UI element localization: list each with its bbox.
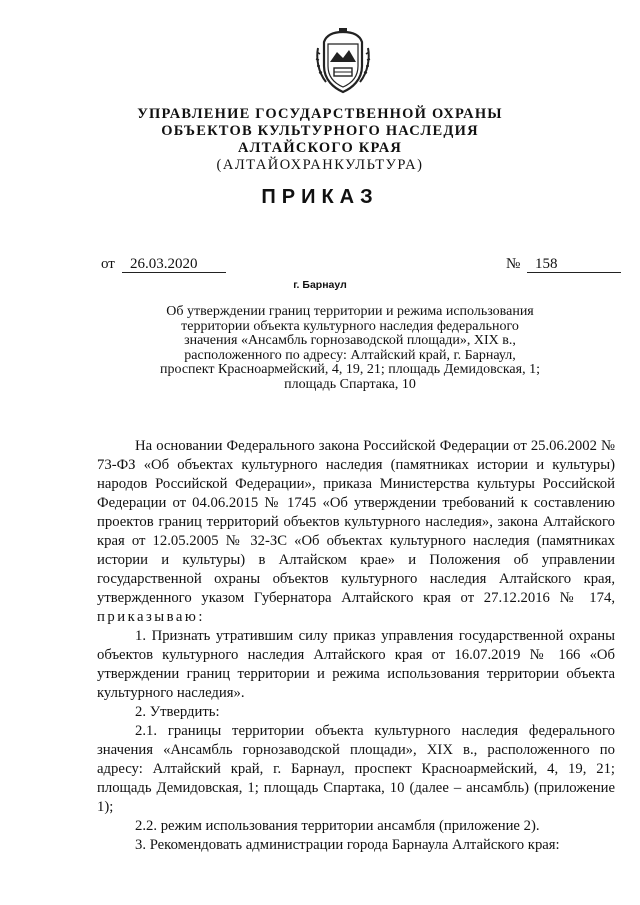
organization-name — [0, 106, 640, 174]
document-city: г. Барнаул — [293, 279, 347, 291]
item-2: 2. Утвердить: — [135, 704, 220, 720]
order-word: приказываю: — [97, 609, 205, 625]
subject-line-6: площадь Спартака, 10 — [284, 376, 416, 392]
document-number: 158 — [527, 256, 621, 273]
coat-of-arms-icon — [312, 28, 374, 96]
organization-short-name: (АЛТАЙОХРАНКУЛЬТУРА) — [216, 157, 424, 173]
item-2-1: 2.1. границы территории объекта культурного наследия федерального значения «Ансамбль горнозаводской площади», XIX в., расположенного по адресу: Алтайский край, г. Барнаул, проспект Красноармейский, 4, 19, 21; площадь Демидовская, 1; площадь Спартака, 10 (далее – ансамбль) (приложение 1); — [97, 723, 615, 815]
document-date: 26.03.2020 — [122, 256, 226, 273]
organization-line-1: УПРАВЛЕНИЕ ГОСУДАРСТВЕННОЙ ОХРАНЫ — [137, 106, 503, 122]
subject-line-5: проспект Красноармейский, 4, 19, 21; площадь Демидовская, 1; — [160, 362, 540, 378]
organization-line-2: ОБЪЕКТОВ КУЛЬТУРНОГО НАСЛЕДИЯ — [161, 123, 479, 139]
date-prefix: от — [101, 256, 115, 272]
document-body — [97, 437, 615, 855]
preamble-paragraph — [97, 437, 615, 627]
subject-line-3: значения «Ансамбль горнозаводской площади», XIX в., — [184, 333, 516, 349]
document-title: ПРИКАЗ — [261, 186, 379, 208]
item-2-2: 2.2. режим использования территории ансамбля (приложение 2). — [135, 818, 540, 834]
subject-line-4: расположенного по адресу: Алтайский край, г. Барнаул, — [184, 347, 516, 363]
subject-line-2: территории объекта культурного наследия федерального — [181, 318, 519, 334]
document-subject — [130, 305, 570, 393]
preamble-text: На основании Федерального закона Российской Федерации от 25.06.2002 № 73-ФЗ «Об объектах культурного наследия (памятниках истории и культуры) народов Российской Федерации», приказа Министерства культуры Российской Федерации от 04.06.2015 № 1745 «Об утверждении требований к составлению проектов границ территорий объектов культурного наследия», закона Алтайского края от 12.05.2005 № 32-ЗС «Об объектах культурного наследия (памятниках истории и культуры) в Алтайском крае» и Положения об управлении государственной охраны объектов культурного наследия Алтайского края, утвержденного указом Губернатора Алтайского края от 27.12.2016 № 174, — [97, 438, 615, 606]
organization-line-3: АЛТАЙСКОГО КРАЯ — [237, 140, 403, 156]
subject-line-1: Об утверждении границ территории и режима использования — [166, 304, 534, 319]
item-1: 1. Признать утратившим силу приказ управления государственной охраны объектов культурного наследия Алтайского края от 16.07.2019 № 166 «Об утверждении границ территории и режима использования территории объекта культурного наследия». — [97, 628, 615, 701]
number-prefix: № — [506, 256, 521, 272]
item-3: 3. Рекомендовать администрации города Барнаула Алтайского края: — [135, 837, 560, 853]
